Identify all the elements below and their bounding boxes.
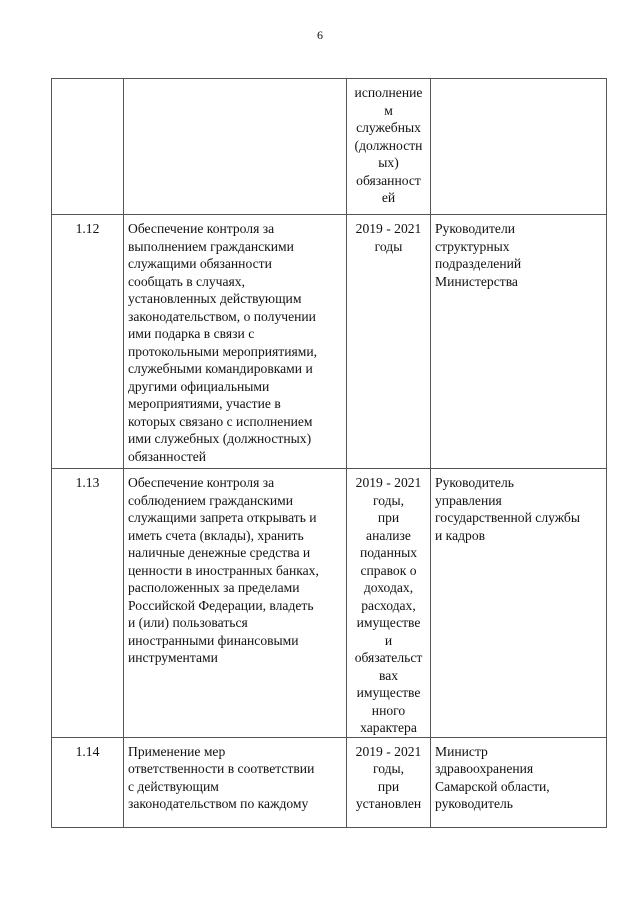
row-number: 1.13 <box>75 475 100 490</box>
term-text: 2019 - 2021 годы, при установлен <box>355 743 422 811</box>
responsible-cell <box>431 737 607 827</box>
term-text: 2019 - 2021 годы <box>355 221 422 254</box>
row-number-cell <box>52 469 124 738</box>
term-cell <box>347 215 431 469</box>
row-number-cell <box>52 79 124 215</box>
term-cell <box>347 469 431 738</box>
measure-description-cell <box>124 469 347 738</box>
table-row <box>52 737 607 827</box>
measure-description: Обеспечение контроля за соблюдением гражданскими служащими запрета открывать и иметь счета (вклады), хранить наличные денежные средства и ценности в иностранных банках, расположенных за пределами Российской Федерации, владеть и (или) пользоваться иностранными финансовыми инструментами <box>128 475 319 665</box>
row-number <box>52 79 123 84</box>
measures-table <box>51 78 607 828</box>
measure-description-cell <box>124 215 347 469</box>
responsible-cell <box>431 79 607 215</box>
term-text: 2019 - 2021 годы, при анализе поданных справок о доходах, расходах, имуществе и обязательст вах имуществе нного характера <box>354 475 423 735</box>
row-number-cell <box>52 215 124 469</box>
term-cell <box>347 79 431 215</box>
row-number: 1.12 <box>75 221 100 236</box>
measure-description: Применение мер ответственности в соответствии с действующим законодательством по каждому <box>128 743 315 811</box>
responsible-cell <box>431 215 607 469</box>
responsible-cell <box>431 469 607 738</box>
responsible-text: Министр здравоохранения Самарской области, руководитель <box>435 743 550 811</box>
measure-description <box>124 79 346 84</box>
table-row <box>52 469 607 738</box>
responsible-text: Руководители структурных подразделений Министерства <box>435 221 522 289</box>
term-cell <box>347 737 431 827</box>
row-number: 1.14 <box>75 743 100 759</box>
measure-description: Обеспечение контроля за выполнением гражданскими служащими обязанности сообщать в случаях, установленных действующим законодательством, о получении ими подарка в связи с протокольными мероприятиями, служебными командировками и другими официальными мероприятиями, участие в которых связано с исполнением ими служебных (должностных) обязанностей <box>128 221 318 464</box>
term-text: исполнение м служебных (должностн ых) обязанност ей <box>354 85 423 205</box>
table-row <box>52 215 607 469</box>
page-number: 6 <box>317 28 323 42</box>
responsible-text <box>431 79 606 84</box>
table-row <box>52 79 607 215</box>
measure-description-cell <box>124 79 347 215</box>
row-number-cell <box>52 737 124 827</box>
measure-description-cell <box>124 737 347 827</box>
responsible-text: Руководитель управления государственной службы и кадров <box>435 475 580 543</box>
